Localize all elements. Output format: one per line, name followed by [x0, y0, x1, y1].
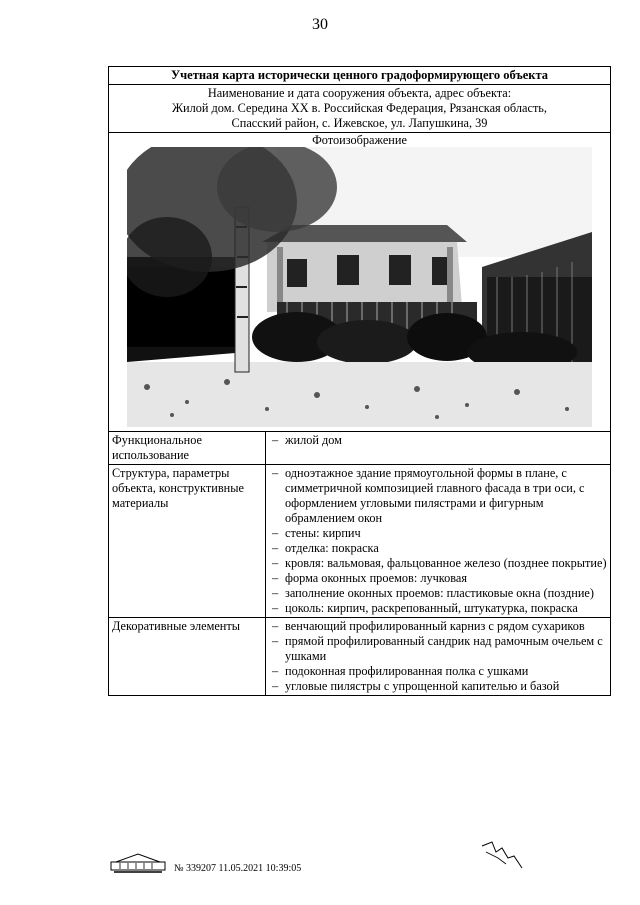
list-item: – цоколь: кирпич, раскрепованный, штукатурка, покраска	[269, 601, 607, 616]
signature-mark	[478, 838, 528, 874]
address-line-1: Жилой дом. Середина XX в. Российская Федерация, Рязанская область,	[172, 101, 547, 115]
row-label-decor: Декоративные элементы	[109, 618, 266, 696]
address-cell	[109, 85, 611, 133]
government-logo-icon	[110, 852, 166, 874]
card-title: Учетная карта исторически ценного градоформирующего объекта	[109, 67, 611, 85]
page-number: 30	[312, 16, 328, 33]
record-card-table	[108, 66, 611, 696]
photo-cell	[109, 133, 611, 432]
address-line-2: Спасский район, с. Ижевское, ул. Лапушкина, 39	[231, 116, 488, 130]
list-item: – прямой профилированный сандрик над рамочным очельем с ушками	[269, 634, 607, 664]
document-stamp: № 339207 11.05.2021 10:39:05	[174, 863, 302, 874]
list-item: – подоконная профилированная полка с ушками	[269, 664, 607, 679]
row-label-structure: Структура, параметры объекта, конструктивные материалы	[109, 465, 266, 618]
list-item: – жилой дом	[269, 433, 607, 448]
row-values-structure	[266, 465, 611, 618]
row-values-function	[266, 432, 611, 465]
list-item: – заполнение оконных проемов: пластиковые окна (поздние)	[269, 586, 607, 601]
building-photo	[127, 147, 592, 427]
list-item: – отделка: покраска	[269, 541, 607, 556]
row-label-function: Функциональное использование	[109, 432, 266, 465]
building-photo-image	[127, 147, 592, 427]
list-item: – одноэтажное здание прямоугольной формы в плане, с симметричной композицией главного фасада в три оси, с оформлением угловыми пилястрами и фигурным обрамлением окон	[269, 466, 607, 526]
list-item: – угловые пилястры с упрощенной капителью и базой	[269, 679, 607, 694]
list-item: – кровля: вальмовая, фальцованное железо (позднее покрытие)	[269, 556, 607, 571]
footer	[110, 852, 301, 874]
address-label: Наименование и дата сооружения объекта, адрес объекта:	[207, 86, 512, 100]
row-values-decor	[266, 618, 611, 696]
list-item: – венчающий профилированный карниз с рядом сухариков	[269, 619, 607, 634]
list-item: – стены: кирпич	[269, 526, 607, 541]
photo-label: Фотоизображение	[312, 133, 407, 147]
list-item: – форма оконных проемов: лучковая	[269, 571, 607, 586]
